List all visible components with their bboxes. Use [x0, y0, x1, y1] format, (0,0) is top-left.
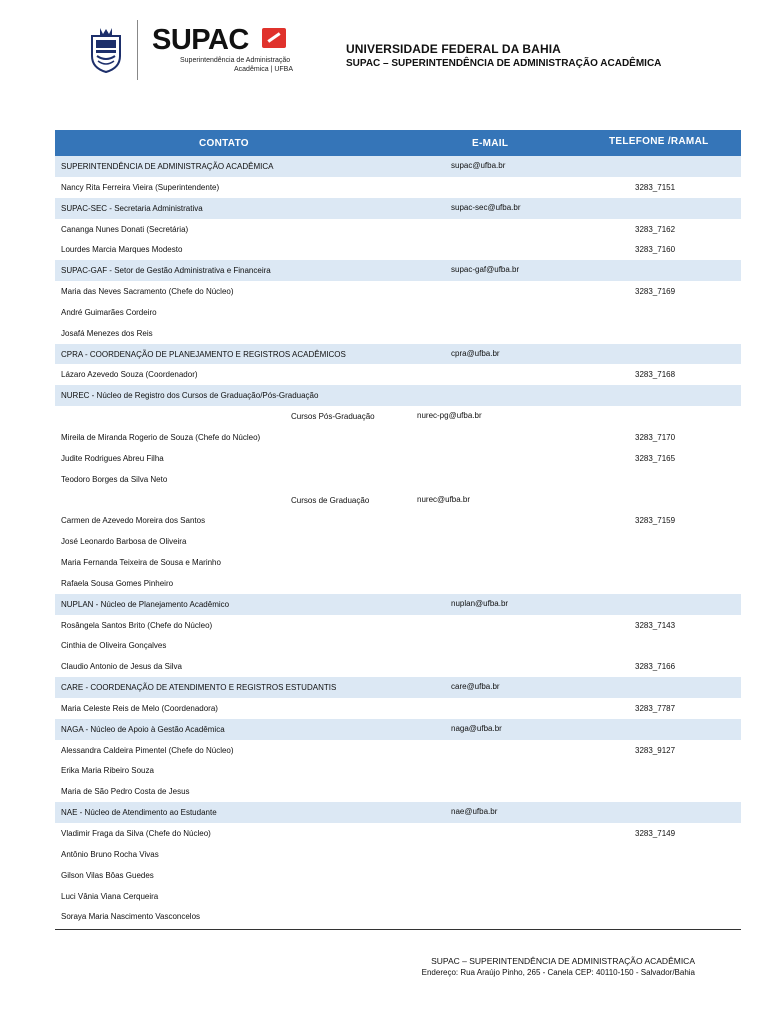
section-row: [55, 677, 741, 698]
contact-name: CARE - COORDENAÇÃO DE ATENDIMENTO E REGISTROS ESTUDANTIS: [61, 683, 337, 693]
contact-name: Antônio Bruno Rocha Vivas: [61, 849, 159, 859]
contact-name: Cursos Pós-Graduação: [291, 412, 375, 422]
footer-unit: SUPAC – SUPERINTENDÊNCIA DE ADMINISTRAÇÃO ACADÊMICA: [431, 956, 695, 966]
section-row: [55, 385, 741, 406]
contact-name: SUPAC-SEC - Secretaria Administrativa: [61, 203, 203, 213]
contact-email[interactable]: supac@ufba.br: [451, 161, 506, 170]
section-row: [55, 594, 741, 615]
footer-address: Endereço: Rua Araújo Pinho, 265 - Canela CEP: 40110-150 - Salvador/Bahia: [421, 968, 695, 977]
contact-phone: 3283_7169: [635, 287, 676, 297]
contact-row: [55, 323, 741, 344]
contact-email[interactable]: nuplan@ufba.br: [451, 598, 509, 608]
contact-phone: 3283_7168: [635, 370, 676, 380]
contact-name: Luci Vânia Viana Cerqueira: [61, 891, 159, 901]
contact-row: [55, 448, 741, 469]
contact-email[interactable]: nae@ufba.br: [451, 807, 498, 817]
contact-row: [55, 823, 741, 844]
unit-subtitle: SUPAC – SUPERINTENDÊNCIA DE ADMINISTRAÇÃO ACADÊMICA: [346, 58, 662, 69]
contact-row: [55, 656, 741, 677]
contact-row: [55, 364, 741, 385]
contact-name: Maria de São Pedro Costa de Jesus: [61, 787, 190, 797]
contact-name: Lourdes Marcia Marques Modesto: [61, 245, 183, 255]
contact-row: [55, 844, 741, 865]
contact-name: Teodoro Borges da Silva Neto: [61, 474, 168, 484]
contact-phone: 3283_7162: [635, 224, 676, 234]
contact-row: [55, 469, 741, 490]
contact-name: Maria das Neves Sacramento (Chefe do Núcleo): [61, 287, 234, 297]
contact-name: NUPLAN - Núcleo de Planejamento Acadêmico: [61, 599, 230, 609]
contact-email[interactable]: supac-sec@ufba.br: [451, 202, 521, 212]
contact-phone: 3283_7151: [635, 182, 676, 192]
contact-email[interactable]: nurec-pg@ufba.br: [417, 411, 482, 421]
contact-name: Gilson Vilas Bôas Guedes: [61, 870, 154, 880]
contact-row: [55, 865, 741, 886]
column-header-contact: CONTATO: [199, 138, 249, 149]
contact-row: [55, 427, 741, 448]
table-header: [55, 130, 741, 156]
header-divider: [137, 20, 138, 80]
contact-name: André Guimarães Cordeiro: [61, 307, 157, 317]
contact-row: [55, 615, 741, 636]
contact-name: Lázaro Azevedo Souza (Coordenador): [61, 370, 198, 380]
supac-logo: [152, 24, 302, 80]
contact-row: [55, 781, 741, 802]
brand-name: SUPAC: [152, 24, 249, 56]
contact-row: [55, 552, 741, 573]
contact-row: [55, 219, 741, 240]
contact-name: NUREC - Núcleo de Registro dos Cursos de Graduação/Pós-Graduação: [61, 391, 319, 401]
contact-name: NAE - Núcleo de Atendimento ao Estudante: [61, 808, 217, 818]
contact-name: Rosângela Santos Brito (Chefe do Núcleo): [61, 620, 213, 630]
contact-phone: 3283_7160: [635, 245, 676, 255]
contact-name: Maria Fernanda Teixeira de Sousa e Marinho: [61, 558, 221, 568]
contact-name: Cananga Nunes Donati (Secretária): [61, 224, 189, 234]
contact-email[interactable]: nurec@ufba.br: [417, 494, 471, 504]
contact-name: Judite Rodrigues Abreu Filha: [61, 453, 164, 463]
section-row: [55, 156, 741, 177]
contact-phone: 3283_7165: [635, 453, 676, 463]
section-row: [55, 260, 741, 281]
contact-table-body: [55, 156, 741, 927]
contact-row: [55, 531, 741, 552]
contact-name: Maria Celeste Reis de Melo (Coordenadora): [61, 703, 218, 713]
subsection-row: [55, 406, 741, 427]
contact-phone: 3283_9127: [635, 745, 676, 755]
contact-name: CPRA - COORDENAÇÃO DE PLANEJAMENTO E REGISTROS ACADÊMICOS: [61, 349, 346, 359]
contact-row: [55, 239, 741, 260]
contact-name: Cursos de Graduação: [291, 495, 370, 505]
section-row: [55, 198, 741, 219]
contact-row: [55, 510, 741, 531]
contact-row: [55, 698, 741, 719]
subsection-row: [55, 490, 741, 511]
university-title: UNIVERSIDADE FEDERAL DA BAHIA: [346, 42, 561, 56]
contact-email[interactable]: naga@ufba.br: [451, 723, 502, 733]
contact-email[interactable]: cpra@ufba.br: [451, 348, 500, 358]
section-row: [55, 719, 741, 740]
contact-name: Claudio Antonio de Jesus da Silva: [61, 662, 182, 672]
contact-phone: 3283_7143: [635, 620, 676, 630]
contact-phone: 3283_7170: [635, 432, 676, 442]
brand-mark-icon: [262, 28, 286, 48]
contact-name: Alessandra Caldeira Pimentel (Chefe do Núcleo): [61, 745, 234, 755]
contact-name: SUPERINTENDÊNCIA DE ADMINISTRAÇÃO ACADÊMICA: [61, 162, 274, 171]
contact-name: José Leonardo Barbosa de Oliveira: [61, 537, 187, 547]
contact-name: Rafaela Sousa Gomes Pinheiro: [61, 578, 174, 588]
contact-phone: 3283_7166: [635, 662, 676, 672]
contact-name: Erika Maria Ribeiro Souza: [61, 766, 154, 776]
contact-row: [55, 635, 741, 656]
contact-name: Nancy Rita Ferreira Vieira (Superintendente): [61, 182, 220, 192]
contact-email[interactable]: supac-gaf@ufba.br: [451, 265, 520, 275]
table-bottom-rule: [55, 929, 741, 930]
contact-name: Cinthia de Oliveira Gonçalves: [61, 641, 167, 651]
contact-row: [55, 760, 741, 781]
contact-row: [55, 281, 741, 302]
brand-subtitle-line1: Superintendência de Administração: [180, 57, 291, 64]
contact-row: [55, 906, 741, 927]
contact-name: Josafá Menezes dos Reis: [61, 328, 153, 338]
contact-name: Mireila de Miranda Rogerio de Souza (Chefe do Núcleo): [61, 432, 261, 442]
contact-phone: 3283_7159: [635, 516, 676, 526]
contact-phone: 3283_7149: [635, 829, 676, 838]
contact-row: [55, 177, 741, 198]
section-row: [55, 802, 741, 823]
contact-row: [55, 886, 741, 907]
section-row: [55, 344, 741, 365]
contact-phone: 3283_7787: [635, 703, 676, 713]
column-header-phone: TELEFONE /RAMAL: [609, 136, 709, 147]
contact-row: [55, 573, 741, 594]
column-header-email: E-MAIL: [472, 138, 509, 149]
contact-row: [55, 302, 741, 323]
contact-name: Vladimir Fraga da Silva (Chefe do Núcleo): [61, 829, 211, 838]
contact-name: Carmen de Azevedo Moreira dos Santos: [61, 516, 206, 526]
contact-name: Soraya Maria Nascimento Vasconcelos: [61, 912, 201, 922]
contact-email[interactable]: care@ufba.br: [451, 682, 500, 692]
brand-subtitle-line2: Acadêmica | UFBA: [234, 66, 294, 73]
ufba-crest-logo: [88, 26, 124, 74]
contact-row: [55, 740, 741, 761]
contact-name: SUPAC-GAF - Setor de Gestão Administrativa e Financeira: [61, 266, 271, 276]
contact-name: NAGA - Núcleo de Apoio à Gestão Acadêmica: [61, 724, 225, 734]
